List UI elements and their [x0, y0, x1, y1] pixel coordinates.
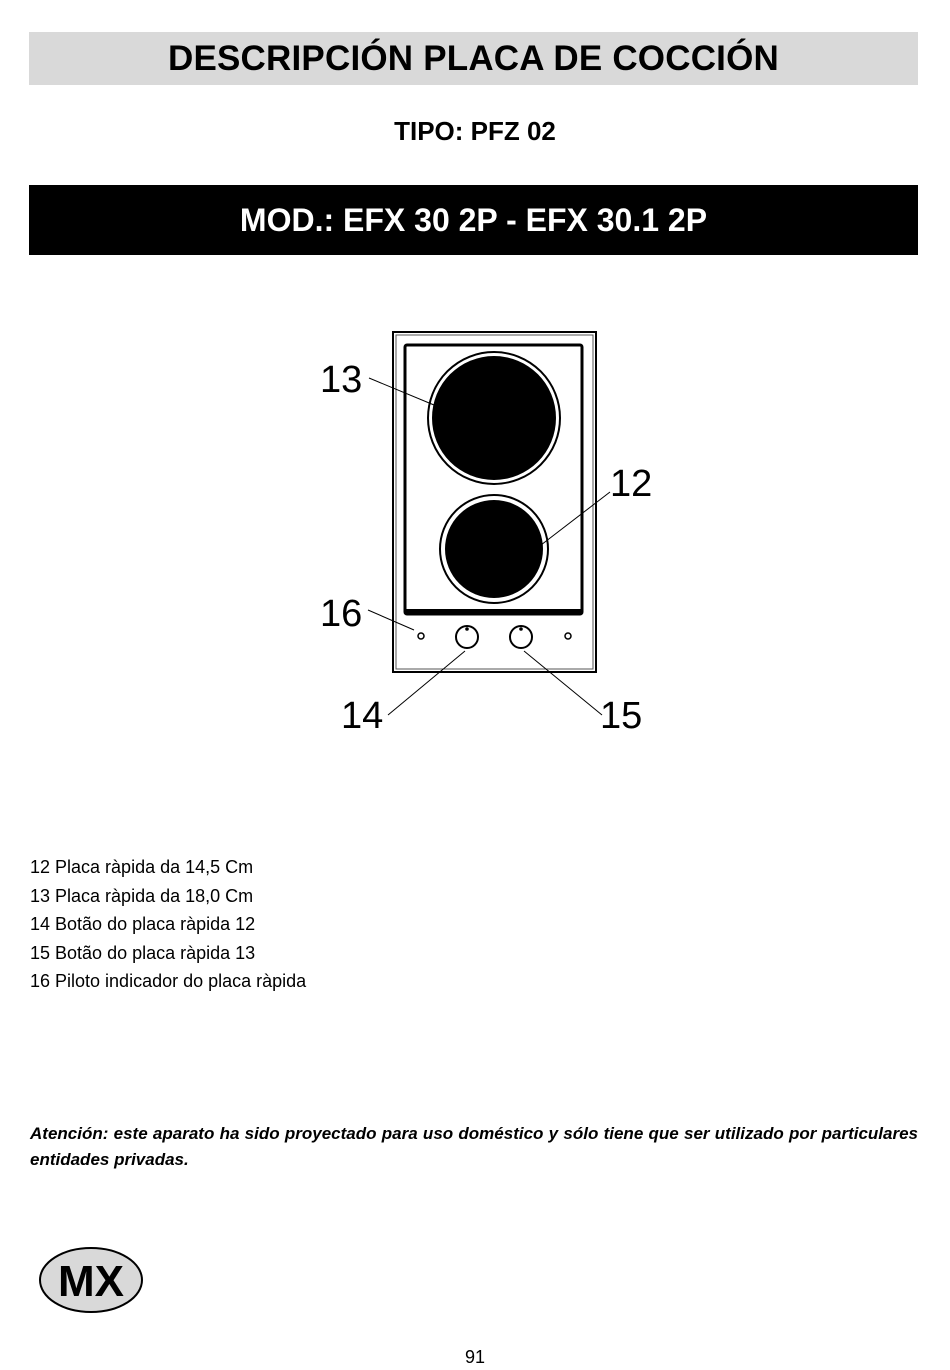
pilot-light-left	[418, 633, 424, 639]
model-bar	[29, 185, 918, 255]
page-title: DESCRIPCIÓN PLACA DE COCCIÓN	[167, 38, 779, 78]
pilot-light-right	[565, 633, 571, 639]
model-label: MOD.: EFX 30 2P - EFX 30.1 2P	[239, 201, 708, 238]
legend-item: 12 Placa ràpida da 14,5 Cm	[30, 857, 254, 877]
title-bar	[29, 32, 918, 85]
callout-13: 13	[320, 359, 363, 401]
parts-legend	[30, 853, 306, 996]
type-label: TIPO: PFZ 02	[394, 116, 556, 146]
knob-right-marker	[519, 627, 523, 631]
safety-notice: Atención: este aparato ha sido proyectado para uso doméstico y sólo tiene que ser utilizado por particulares entidades privadas.	[30, 1124, 918, 1169]
callout-15: 15	[600, 695, 643, 737]
callout-16: 16	[320, 593, 363, 635]
knob-left-marker	[465, 627, 469, 631]
legend-item: 16 Piloto indicador do placa ràpida	[30, 971, 307, 991]
small-hotplate	[445, 500, 543, 598]
country-badge	[38, 1246, 146, 1316]
large-hotplate	[432, 356, 556, 480]
legend-item: 13 Placa ràpida da 18,0 Cm	[30, 885, 254, 906]
cooktop-diagram	[300, 320, 680, 740]
legend-item: 14 Botão do placa ràpida 12	[30, 914, 256, 934]
callout-14: 14	[341, 695, 384, 737]
badge-label: MX	[58, 1257, 124, 1306]
legend-item: 15 Botão do placa ràpida 13	[30, 942, 256, 963]
callout-12: 12	[610, 463, 653, 505]
page-number: 91	[464, 1347, 486, 1367]
